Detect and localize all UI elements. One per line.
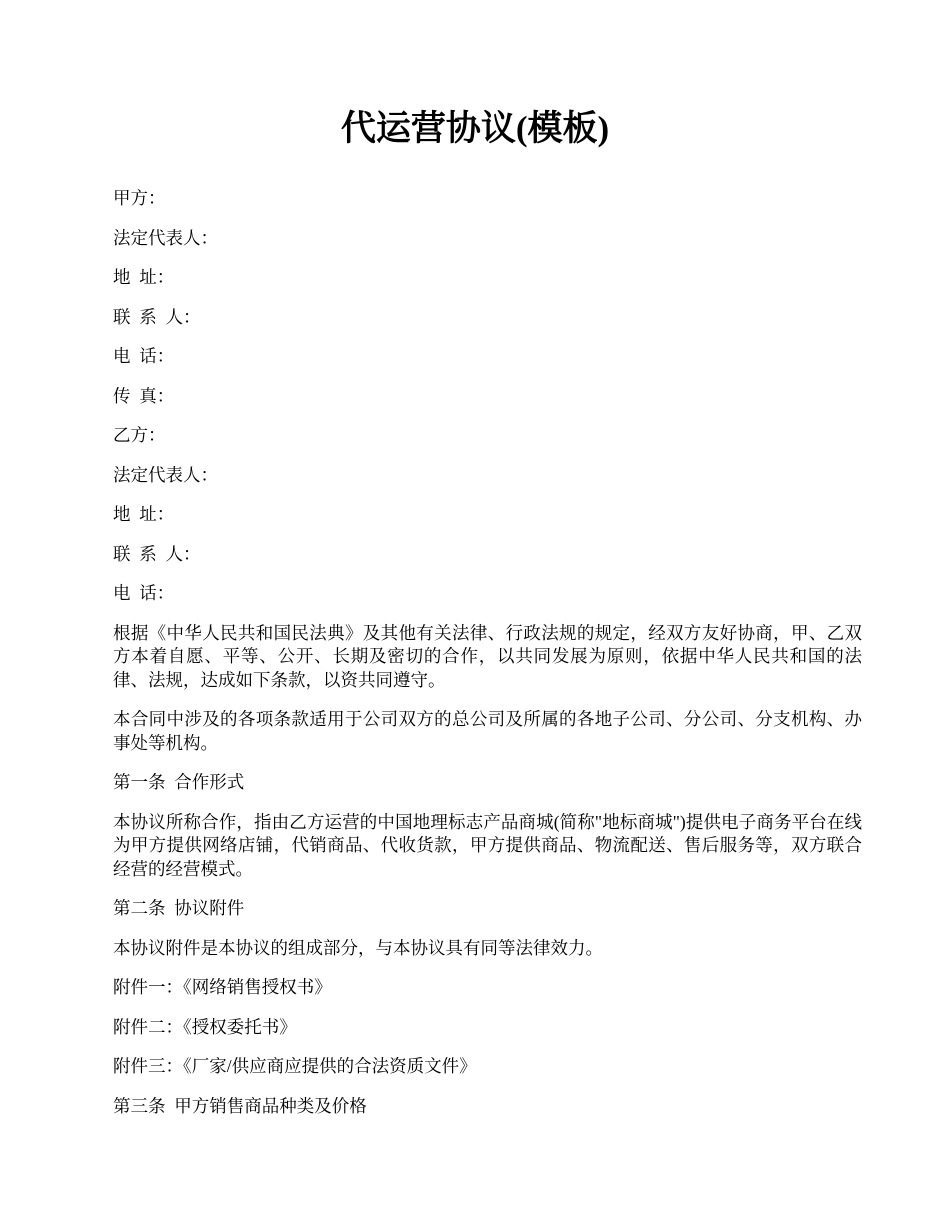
article-2-body: 本协议附件是本协议的组成部分，与本协议具有同等法律效力。 xyxy=(113,937,603,958)
article-1-heading: 第一条 合作形式 xyxy=(113,772,245,792)
party-b-phone: 电 话： xyxy=(113,583,175,603)
party-b-label: 乙方： xyxy=(113,425,166,445)
party-a-label: 甲方： xyxy=(113,188,166,208)
article-2-heading: 第二条 协议附件 xyxy=(113,898,245,918)
article-3-heading: 第三条 甲方销售商品种类及价格 xyxy=(113,1095,367,1116)
party-b-address: 地 址： xyxy=(113,504,175,524)
document-body xyxy=(113,187,862,1118)
party-b-legal-representative: 法定代表人： xyxy=(113,464,218,485)
attachment-2-line: 附件二：《授权委托书》 xyxy=(113,1016,297,1037)
attachment-1-line: 附件一：《网络销售授权书》 xyxy=(113,977,332,997)
attachment-3-line: 附件三：《厂家/供应商应提供的合法资质文件》 xyxy=(113,1056,477,1076)
scope-paragraph: 本合同中涉及的各项条款适用于公司双方的总公司及所属的各地子公司、分公司、分支机构、办事处等机构。 xyxy=(113,709,862,753)
party-b-contact-person: 联 系 人： xyxy=(113,543,201,564)
party-a-phone: 电 话： xyxy=(113,346,175,366)
article-1-body: 本协议所称合作，指由乙方运营的中国地理标志产品商城(简称"地标商城")提供电子商务平台在线为甲方提供网络店铺，代销商品、代收货款，甲方提供商品、物流配送、售后服务等，双方联合经营的经营模式。 xyxy=(113,811,862,879)
party-a-address: 地 址： xyxy=(113,267,175,287)
party-a-fax: 传 真： xyxy=(113,385,175,406)
preamble-paragraph: 根据《中华人民共和国民法典》及其他有关法律、行政法规的规定，经双方友好协商，甲、乙双方本着自愿、平等、公开、长期及密切的合作，以共同发展为原则，依据中华人民共和国的法律、法规，达成如下条款，以资共同遵守。 xyxy=(113,622,862,690)
party-a-legal-representative: 法定代表人： xyxy=(113,227,218,248)
party-a-contact-person: 联 系 人： xyxy=(113,306,201,327)
document-title: 代运营协议(模板) xyxy=(340,109,610,148)
